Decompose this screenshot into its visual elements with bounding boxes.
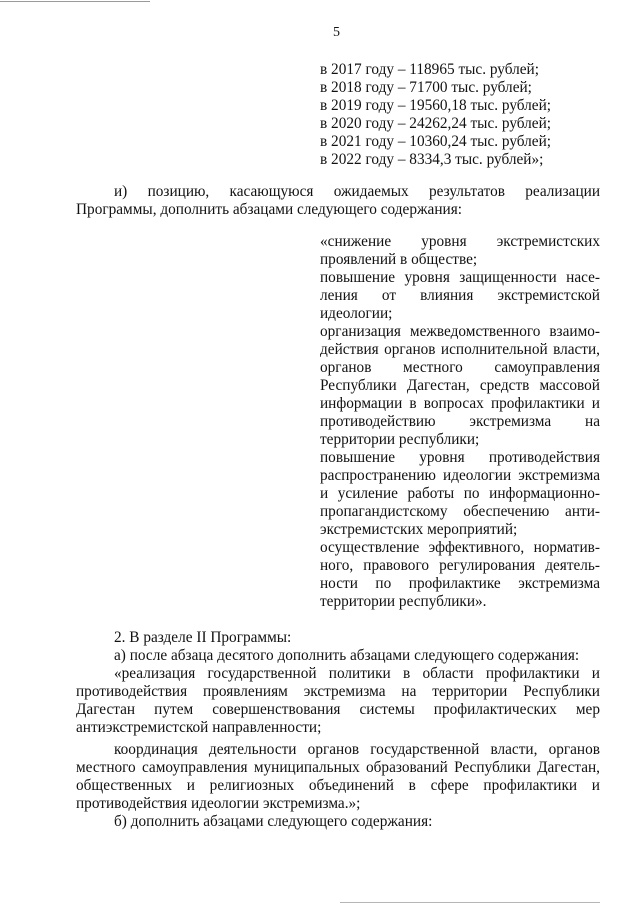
amount-line: в 2022 году – 8334,3 тыс. рублей»; <box>320 151 544 168</box>
paragraph-line: местного самоуправления муниципальных образований Республики Дагестан, <box>76 759 600 776</box>
scan-edge-line <box>340 902 600 903</box>
paragraph-line: координация деятельности органов государственной власти, органов <box>114 741 600 758</box>
paragraph-line: противодействия идеологии экстремизма.»; <box>76 795 361 812</box>
quote-line: «снижение уровня экстремистских <box>320 233 600 250</box>
paragraph-line: противодействия проявлениям экстремизма на территории Республики <box>76 683 600 700</box>
section-heading: 2. В разделе II Программы: <box>114 629 292 646</box>
quote-line: территории республики». <box>320 593 487 610</box>
item-b-line: б) дополнить абзацами следующего содержания: <box>114 813 433 830</box>
quote-line: организация межведомственного взаимо- <box>320 323 600 340</box>
expected-results-quote <box>320 233 600 611</box>
funding-amounts-list <box>320 61 580 169</box>
quote-line: повышение уровня защищенности насе- <box>320 269 600 286</box>
amount-line: в 2017 году – 118965 тыс. рублей; <box>320 61 539 78</box>
quote-line: территории республики; <box>320 431 480 448</box>
quote-line: идеологии; <box>320 305 393 322</box>
quote-line: повышение уровня противодействия <box>320 449 600 466</box>
quote-line: органов местного самоуправления <box>320 359 600 376</box>
quote-line: экстремистских мероприятий; <box>320 521 518 538</box>
paragraph-item-i <box>76 183 600 219</box>
quote-line: информации в вопросах профилактики и <box>320 395 600 412</box>
amount-line: в 2021 году – 10360,24 тыс. рублей; <box>320 133 552 150</box>
quote-line: пропагандистскому обеспечению анти- <box>320 503 600 520</box>
paragraph-line: антиэкстремистской направленности; <box>76 719 322 736</box>
quote-line: ления от влияния экстремистской <box>320 287 600 304</box>
quote-line: проявлений в обществе; <box>320 251 478 268</box>
quote-line: ного, правового регулирования деятель- <box>320 557 600 574</box>
quote-line: осуществление эффективного, норматив- <box>320 539 600 556</box>
quote-line: и усиление работы по информационно- <box>320 485 600 502</box>
page-number: 5 <box>333 25 340 40</box>
paragraph-line: Программы, дополнить абзацами следующего содержания: <box>76 201 463 218</box>
quote-line: Республики Дагестан, средств массовой <box>320 377 600 394</box>
scan-edge-line <box>0 1 150 2</box>
paragraph-line: Дагестан путем совершенствования системы профилактических мер <box>76 701 600 718</box>
section-2 <box>76 629 600 831</box>
amount-line: в 2019 году – 19560,18 тыс. рублей; <box>320 97 552 114</box>
paragraph-line: общественных и религиозных объединений в сфере профилактики и <box>76 777 600 794</box>
amount-line: в 2020 году – 24262,24 тыс. рублей; <box>320 115 552 132</box>
quote-line: действия органов исполнительной власти, <box>320 341 600 358</box>
quote-line: противодействию экстремизма на <box>320 413 600 430</box>
paragraph-line: «реализация государственной политики в области профилактики и <box>114 665 600 682</box>
paragraph-line: и) позицию, касающуюся ожидаемых результатов реализации <box>114 183 600 200</box>
quote-line: распространению идеологии экстремизма <box>320 467 600 484</box>
item-a-line: а) после абзаца десятого дополнить абзацами следующего содержания: <box>114 647 580 664</box>
amount-line: в 2018 году – 71700 тыс. рублей; <box>320 79 532 96</box>
quote-line: ности по профилактике экстремизма <box>320 575 600 592</box>
